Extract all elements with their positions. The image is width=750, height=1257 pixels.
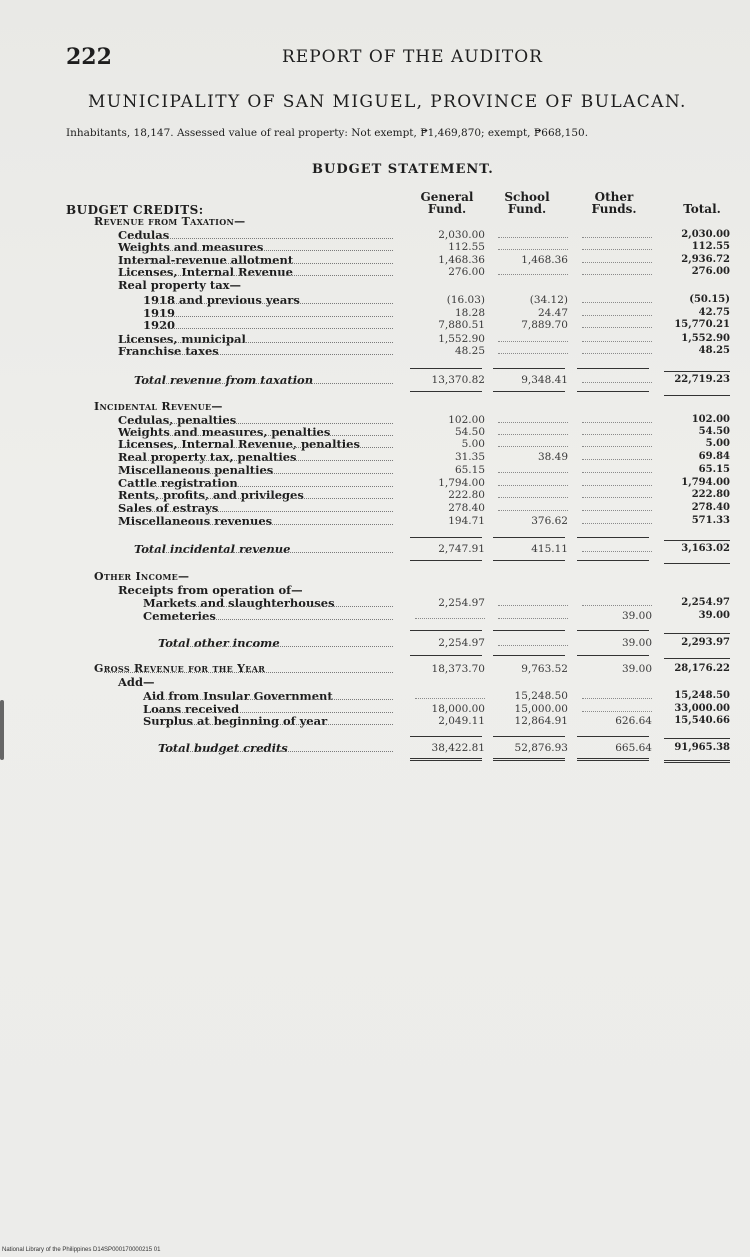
cell-school: 9,763.52 [521, 663, 568, 675]
row-label: Licenses, Internal Revenue, penalties [118, 437, 360, 451]
row-label: 1918 and previous years [143, 293, 300, 307]
dot-leader [128, 460, 393, 461]
cell-total: 102.00 [691, 414, 730, 425]
cell-total: 33,000.00 [674, 703, 730, 714]
double-rule [577, 758, 649, 761]
table-row [0, 333, 750, 345]
cell-total: 22,719.23 [674, 374, 730, 385]
total-rule [664, 738, 730, 739]
column-header-general [410, 191, 484, 215]
cell-total: 2,293.97 [681, 637, 730, 648]
cell-school: 9,348.41 [521, 374, 568, 386]
empty-cell-leader [498, 510, 568, 511]
table-row [0, 374, 750, 386]
table-row [0, 464, 750, 476]
cell-total: 54.50 [698, 426, 730, 437]
table-row [0, 307, 750, 319]
column-header-school [496, 191, 558, 215]
subtotal-rule [577, 630, 649, 631]
table-row [0, 584, 750, 596]
empty-cell-leader [582, 274, 652, 275]
dot-leader [128, 275, 393, 276]
table-row [0, 637, 750, 649]
cell-general: 276.00 [448, 266, 485, 278]
table-row [0, 489, 750, 501]
cell-total: 3,163.02 [681, 543, 730, 554]
cell-general: 18.28 [454, 307, 485, 319]
dot-leader [128, 447, 393, 448]
row-label: Total other income [158, 636, 280, 650]
cell-total: 69.84 [698, 451, 730, 462]
cell-total: 2,254.97 [681, 597, 730, 608]
row-label: 1920 [143, 318, 176, 332]
subtotal-rule [577, 391, 649, 392]
empty-cell-leader [498, 645, 568, 646]
empty-cell-leader [582, 341, 652, 342]
row-label: 1919 [143, 306, 176, 320]
document-subtitle: Inhabitants, 18,147. Assessed value of real property: Not exempt, ₱1,469,870; exempt, ₱668,150. [66, 127, 589, 139]
dot-leader [128, 473, 393, 474]
row-label: Cedulas, penalties [118, 413, 237, 427]
cell-general: 13,370.82 [431, 374, 485, 386]
empty-cell-leader [582, 446, 652, 447]
cell-school: 12,864.91 [514, 715, 568, 727]
cell-other: 39.00 [621, 610, 652, 622]
row-label: Receipts from operation of— [118, 583, 303, 597]
row-label: Surplus at beginning of year [143, 714, 328, 728]
empty-cell-leader [498, 485, 568, 486]
dot-leader [128, 524, 393, 525]
subtotal-rule [410, 560, 482, 561]
empty-cell-leader [582, 262, 652, 263]
row-label: Real property tax, penalties [118, 450, 297, 464]
dot-leader [128, 435, 393, 436]
row-label: Licenses, Internal Revenue [118, 265, 293, 279]
dot-leader [153, 619, 393, 620]
total-rule [577, 736, 649, 737]
table-row [0, 438, 750, 450]
dot-leader [153, 724, 393, 725]
empty-cell-leader [582, 315, 652, 316]
table-row [0, 742, 750, 754]
table-row [0, 414, 750, 426]
cell-total: 5.00 [705, 438, 730, 449]
subtotal-rule [664, 540, 730, 541]
table-row [0, 543, 750, 555]
subtotal-rule [493, 655, 565, 656]
table-row [0, 319, 750, 331]
cell-total: 48.25 [698, 345, 730, 356]
cell-general: 222.80 [448, 489, 485, 501]
subtotal-rule [410, 391, 482, 392]
row-label: Miscellaneous revenues [118, 514, 273, 528]
cell-general: 31.35 [454, 451, 485, 463]
cell-school: 1,468.36 [521, 254, 568, 266]
document-title: MUNICIPALITY OF SAN MIGUEL, PROVINCE OF BULACAN. [88, 92, 687, 112]
dot-leader [128, 238, 393, 239]
row-label: Total revenue from taxation [134, 373, 314, 387]
cell-school: (34.12) [529, 294, 568, 306]
dot-leader [153, 606, 393, 607]
cell-general: 54.50 [454, 426, 485, 438]
empty-cell-leader [582, 382, 652, 383]
dot-leader [144, 552, 393, 553]
cell-total: 15,770.21 [674, 319, 730, 330]
subtotal-rule [493, 630, 565, 631]
dot-leader [128, 498, 393, 499]
cell-general: 38,422.81 [431, 742, 485, 754]
empty-cell-leader [498, 497, 568, 498]
table-row [0, 279, 750, 291]
cell-school: 52,876.93 [514, 742, 568, 754]
cell-total: 65.15 [698, 464, 730, 475]
empty-cell-leader [582, 698, 652, 699]
subtotal-rule [664, 563, 730, 564]
dot-leader [144, 383, 393, 384]
cell-other: 626.64 [615, 715, 652, 727]
table-row [0, 345, 750, 357]
table-row [0, 477, 750, 489]
table-row [0, 715, 750, 727]
empty-cell-leader [498, 605, 568, 606]
dot-leader [153, 699, 393, 700]
cell-general: 2,254.97 [438, 637, 485, 649]
double-rule [410, 758, 482, 761]
column-header-other-text: Other Funds. [591, 190, 637, 216]
dot-leader [153, 316, 393, 317]
dot-leader [128, 354, 393, 355]
cell-total: (50.15) [689, 294, 730, 305]
column-header-school-text: School Fund. [504, 190, 550, 216]
cell-general: 18,373.70 [431, 663, 485, 675]
cell-general: 102.00 [448, 414, 485, 426]
double-rule [664, 760, 730, 763]
subtotal-rule [664, 371, 730, 372]
cell-other: 665.64 [615, 742, 652, 754]
dot-leader [153, 328, 393, 329]
empty-cell-leader [415, 618, 485, 619]
subtotal-rule [664, 395, 730, 396]
dot-leader [128, 423, 393, 424]
subtotal-rule [410, 368, 482, 369]
cell-total: 15,248.50 [674, 690, 730, 701]
table-row [0, 426, 750, 438]
total-rule [410, 736, 482, 737]
cell-general: 2,030.00 [438, 229, 485, 241]
dot-leader [168, 751, 393, 752]
subtotal-rule [577, 368, 649, 369]
cell-general: 65.15 [454, 464, 485, 476]
dot-leader [153, 303, 393, 304]
empty-cell-leader [498, 249, 568, 250]
table-row [0, 515, 750, 527]
cell-total: 91,965.38 [674, 742, 730, 753]
empty-cell-leader [498, 472, 568, 473]
cell-general: 1,794.00 [438, 477, 485, 489]
dot-leader [153, 712, 393, 713]
row-label: Total incidental revenue [134, 542, 291, 556]
column-header-total-text: Total. [683, 202, 721, 216]
table-row [0, 676, 750, 688]
row-label: Sales of estrays [118, 501, 219, 515]
cell-school: 376.62 [531, 515, 568, 527]
empty-cell-leader [582, 551, 652, 552]
cell-general: 7,880.51 [438, 319, 485, 331]
cell-general: 112.55 [448, 241, 485, 253]
dot-leader [128, 250, 393, 251]
cell-other: 39.00 [621, 663, 652, 675]
column-header-total [672, 203, 732, 215]
empty-cell-leader [498, 434, 568, 435]
cell-general: 1,552.90 [438, 333, 485, 345]
cell-school: 415.11 [531, 543, 568, 555]
cell-school: 7,889.70 [521, 319, 568, 331]
cell-total: 2,030.00 [681, 229, 730, 240]
row-label: Total budget credits [158, 741, 288, 755]
cell-total: 42.75 [698, 307, 730, 318]
cell-general: 2,049.11 [438, 715, 485, 727]
dot-leader [168, 646, 393, 647]
cell-total: 28,176.22 [674, 663, 730, 674]
row-label: Real property tax— [118, 278, 242, 292]
dot-leader [128, 263, 393, 264]
empty-cell-leader [582, 523, 652, 524]
row-label: Add— [118, 675, 155, 689]
table-row [0, 294, 750, 306]
cell-general: 2,254.97 [438, 597, 485, 609]
scan-footer: National Library of the Philippines D14SP000170000215 01 [2, 1247, 161, 1253]
cell-total: 571.33 [691, 515, 730, 526]
empty-cell-leader [582, 472, 652, 473]
row-label: Franchise taxes [118, 344, 219, 358]
total-rule [493, 736, 565, 737]
cell-general: (16.03) [446, 294, 485, 306]
row-label: Revenue from Taxation— [94, 215, 246, 228]
cell-general: 194.71 [448, 515, 485, 527]
cell-total: 15,540.66 [674, 715, 730, 726]
row-label: Weights and measures [118, 240, 264, 254]
empty-cell-leader [582, 237, 652, 238]
column-header-general-text: General Fund. [420, 190, 474, 216]
row-label: Rents, profits, and privileges [118, 488, 304, 502]
dot-leader [104, 672, 393, 673]
row-label: Internal-revenue allotment [118, 253, 294, 267]
cell-general: 1,468.36 [438, 254, 485, 266]
empty-cell-leader [498, 422, 568, 423]
subtotal-rule [493, 560, 565, 561]
scan-edge-mark [0, 700, 4, 760]
row-label: Cedulas [118, 228, 170, 242]
cell-total: 2,936.72 [681, 254, 730, 265]
row-label: Aid from Insular Government [143, 689, 333, 703]
subtotal-rule [493, 391, 565, 392]
row-label: Incidental Revenue— [94, 400, 223, 413]
row-label: Cemeteries [143, 609, 216, 623]
column-header-other [584, 191, 644, 215]
cell-total: 1,552.90 [681, 333, 730, 344]
row-label: Weights and measures, penalties [118, 425, 331, 439]
subtotal-rule [664, 658, 730, 659]
cell-total: 276.00 [691, 266, 730, 277]
double-rule [493, 758, 565, 761]
row-label: Cattle registration [118, 476, 238, 490]
table-row [0, 266, 750, 278]
row-label: Other Income— [94, 570, 190, 583]
empty-cell-leader [582, 302, 652, 303]
subtotal-rule [577, 655, 649, 656]
cell-school: 15,248.50 [514, 690, 568, 702]
table-row [0, 229, 750, 241]
cell-total: 278.40 [691, 502, 730, 513]
row-label: Licenses, municipal [118, 332, 246, 346]
empty-cell-leader [582, 434, 652, 435]
budget-credits-heading: BUDGET CREDITS: [66, 203, 204, 217]
table-row [0, 663, 750, 675]
subtotal-rule [664, 633, 730, 634]
dot-leader [128, 342, 393, 343]
empty-cell-leader [498, 618, 568, 619]
running-head: REPORT OF THE AUDITOR [282, 47, 543, 67]
empty-cell-leader [582, 327, 652, 328]
subtotal-rule [577, 537, 649, 538]
cell-general: 48.25 [454, 345, 485, 357]
empty-cell-leader [582, 510, 652, 511]
empty-cell-leader [498, 341, 568, 342]
row-label: Miscellaneous penalties [118, 463, 274, 477]
cell-general: 278.40 [448, 502, 485, 514]
cell-total: 222.80 [691, 489, 730, 500]
cell-total: 1,794.00 [681, 477, 730, 488]
empty-cell-leader [498, 353, 568, 354]
row-label: Loans received [143, 702, 240, 716]
subtotal-rule [410, 655, 482, 656]
empty-cell-leader [582, 422, 652, 423]
cell-general: 2,747.91 [438, 543, 485, 555]
table-row [0, 703, 750, 715]
table-row [0, 401, 750, 413]
table-row [0, 216, 750, 228]
subtotal-rule [577, 560, 649, 561]
subtotal-rule [493, 537, 565, 538]
page-number: 222 [66, 44, 112, 70]
table-row [0, 610, 750, 622]
empty-cell-leader [498, 237, 568, 238]
subtotal-rule [410, 630, 482, 631]
cell-general: 18,000.00 [431, 703, 485, 715]
cell-other: 39.00 [621, 637, 652, 649]
empty-cell-leader [582, 485, 652, 486]
table-row [0, 254, 750, 266]
empty-cell-leader [498, 274, 568, 275]
table-row [0, 502, 750, 514]
section-heading: BUDGET STATEMENT. [312, 162, 494, 177]
empty-cell-leader [498, 446, 568, 447]
subtotal-rule [493, 368, 565, 369]
table-row [0, 597, 750, 609]
empty-cell-leader [582, 249, 652, 250]
cell-school: 38.49 [537, 451, 568, 463]
cell-school: 24.47 [537, 307, 568, 319]
cell-total: 112.55 [691, 241, 730, 252]
table-row [0, 241, 750, 253]
empty-cell-leader [582, 497, 652, 498]
table-row [0, 571, 750, 583]
table-row [0, 690, 750, 702]
cell-school: 15,000.00 [514, 703, 568, 715]
row-label: Gross Revenue for the Year [94, 662, 266, 675]
cell-total: 39.00 [698, 610, 730, 621]
row-label: Markets and slaughterhouses [143, 596, 335, 610]
table-row [0, 451, 750, 463]
empty-cell-leader [415, 698, 485, 699]
empty-cell-leader [582, 459, 652, 460]
subtotal-rule [410, 537, 482, 538]
empty-cell-leader [582, 353, 652, 354]
cell-general: 5.00 [461, 438, 485, 450]
empty-cell-leader [582, 711, 652, 712]
dot-leader [128, 511, 393, 512]
empty-cell-leader [582, 605, 652, 606]
dot-leader [128, 486, 393, 487]
